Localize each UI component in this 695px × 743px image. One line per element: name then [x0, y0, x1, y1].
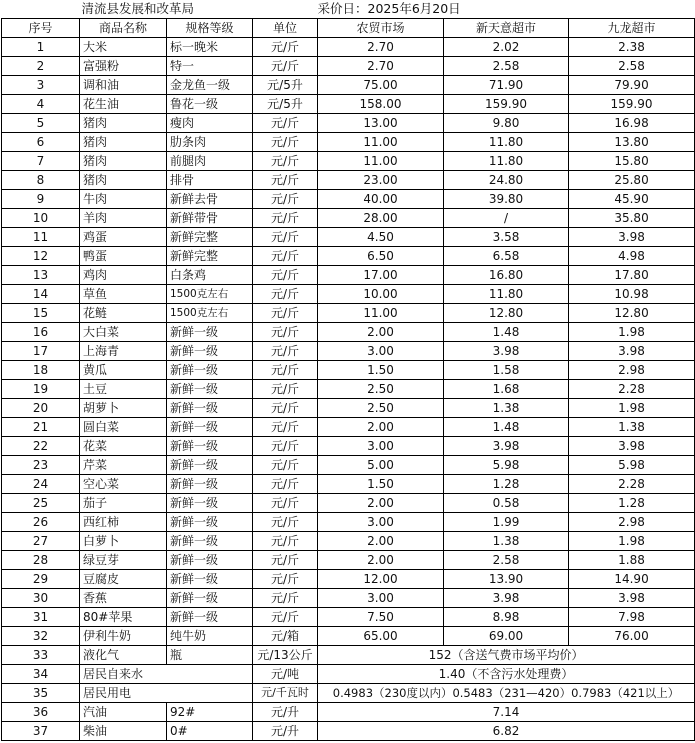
- table-row: [2, 171, 695, 190]
- row-unit: 元/斤: [253, 171, 318, 190]
- row-price-jiulong: 159.90: [569, 95, 695, 114]
- row-price-xintianyi: /: [444, 209, 569, 228]
- row-name: 鸭蛋: [80, 247, 167, 266]
- row-no: 17: [2, 342, 80, 361]
- row-unit: 元/升: [253, 703, 318, 722]
- row-merged-value: 7.14: [318, 703, 695, 722]
- col-header-name: 商品名称: [80, 19, 167, 38]
- row-no: 26: [2, 513, 80, 532]
- row-unit: 元/斤: [253, 304, 318, 323]
- row-unit: 元/斤: [253, 513, 318, 532]
- table-row: [2, 342, 695, 361]
- row-name: 猪肉: [80, 152, 167, 171]
- table-row: [2, 608, 695, 627]
- row-price-jiulong: 45.90: [569, 190, 695, 209]
- table-row: [2, 361, 695, 380]
- row-price-xintianyi: 69.00: [444, 627, 569, 646]
- row-price-xintianyi: 1.68: [444, 380, 569, 399]
- table-row: [2, 475, 695, 494]
- row-name: 鸡肉: [80, 266, 167, 285]
- table-row: [2, 209, 695, 228]
- row-price-market: 12.00: [318, 570, 444, 589]
- row-price-jiulong: 35.80: [569, 209, 695, 228]
- row-price-jiulong: 3.98: [569, 342, 695, 361]
- row-no: 4: [2, 95, 80, 114]
- table-row: [2, 266, 695, 285]
- table-row: [2, 228, 695, 247]
- row-unit: 元/斤: [253, 323, 318, 342]
- row-no: 12: [2, 247, 80, 266]
- row-spec: 新鲜一级: [167, 361, 253, 380]
- row-name: 茄子: [80, 494, 167, 513]
- row-price-xintianyi: 1.38: [444, 532, 569, 551]
- row-price-jiulong: 1.38: [569, 418, 695, 437]
- row-price-market: 6.50: [318, 247, 444, 266]
- row-price-jiulong: 7.98: [569, 608, 695, 627]
- row-spec: 瘦肉: [167, 114, 253, 133]
- survey-date: 采价日：2025年6月20日: [317, 1, 461, 16]
- row-name: 花鲢: [80, 304, 167, 323]
- row-no: 19: [2, 380, 80, 399]
- table-row: [2, 627, 695, 646]
- row-price-jiulong: 1.98: [569, 532, 695, 551]
- row-no: 10: [2, 209, 80, 228]
- row-unit: 元/斤: [253, 456, 318, 475]
- row-no: 1: [2, 38, 80, 57]
- row-name: 草鱼: [80, 285, 167, 304]
- row-price-jiulong: 14.90: [569, 570, 695, 589]
- row-price-market: 10.00: [318, 285, 444, 304]
- row-name: 白萝卜: [80, 532, 167, 551]
- table-row: [2, 513, 695, 532]
- row-no: 28: [2, 551, 80, 570]
- row-price-jiulong: 10.98: [569, 285, 695, 304]
- row-no: 7: [2, 152, 80, 171]
- row-price-xintianyi: 2.58: [444, 57, 569, 76]
- row-spec: 新鲜完整: [167, 228, 253, 247]
- row-name: 80#苹果: [80, 608, 167, 627]
- row-price-jiulong: 13.80: [569, 133, 695, 152]
- row-spec: 新鲜一级: [167, 608, 253, 627]
- row-unit: 元/斤: [253, 247, 318, 266]
- row-unit: 元/斤: [253, 532, 318, 551]
- row-name: 绿豆芽: [80, 551, 167, 570]
- table-row: [2, 418, 695, 437]
- row-no: 29: [2, 570, 80, 589]
- row-spec: 新鲜一级: [167, 475, 253, 494]
- row-unit: 元/斤: [253, 399, 318, 418]
- row-name: 大白菜: [80, 323, 167, 342]
- row-unit: 元/斤: [253, 494, 318, 513]
- row-merged-value: 152（含送气费市场平均价）: [318, 646, 695, 665]
- row-spec: 纯牛奶: [167, 627, 253, 646]
- row-unit: 元/5升: [253, 95, 318, 114]
- row-price-xintianyi: 1.28: [444, 475, 569, 494]
- row-unit: 元/升: [253, 722, 318, 741]
- row-unit: 元/斤: [253, 266, 318, 285]
- row-price-market: 2.50: [318, 380, 444, 399]
- table-row: [2, 399, 695, 418]
- row-spec: 新鲜一级: [167, 342, 253, 361]
- table-row-water: [2, 665, 695, 684]
- row-name: 空心菜: [80, 475, 167, 494]
- row-spec: 新鲜一级: [167, 323, 253, 342]
- table-row: [2, 76, 695, 95]
- table-row: [2, 532, 695, 551]
- table-row: [2, 380, 695, 399]
- row-spec: 新鲜一级: [167, 570, 253, 589]
- row-merged-value: 6.82: [318, 722, 695, 741]
- row-price-xintianyi: 6.58: [444, 247, 569, 266]
- row-price-jiulong: 3.98: [569, 228, 695, 247]
- row-price-jiulong: 79.90: [569, 76, 695, 95]
- row-price-jiulong: 1.98: [569, 399, 695, 418]
- row-unit: 元/斤: [253, 589, 318, 608]
- row-name: 豆腐皮: [80, 570, 167, 589]
- row-price-xintianyi: 1.58: [444, 361, 569, 380]
- row-price-market: 13.00: [318, 114, 444, 133]
- row-name: 上海青: [80, 342, 167, 361]
- row-price-market: 2.70: [318, 57, 444, 76]
- row-spec: 新鲜一级: [167, 589, 253, 608]
- row-spec: 特一: [167, 57, 253, 76]
- row-price-jiulong: 1.88: [569, 551, 695, 570]
- row-spec: 鲁花一级: [167, 95, 253, 114]
- row-price-market: 11.00: [318, 133, 444, 152]
- row-no: 33: [2, 646, 80, 665]
- row-name: 牛肉: [80, 190, 167, 209]
- row-unit: 元/斤: [253, 551, 318, 570]
- row-unit: 元/斤: [253, 608, 318, 627]
- table-row: [2, 114, 695, 133]
- row-price-market: 65.00: [318, 627, 444, 646]
- row-price-xintianyi: 159.90: [444, 95, 569, 114]
- row-name: 居民自来水: [80, 665, 253, 684]
- row-unit: 元/5升: [253, 76, 318, 95]
- row-no: 6: [2, 133, 80, 152]
- table-row-diesel: [2, 722, 695, 741]
- table-row: [2, 57, 695, 76]
- row-price-market: 7.50: [318, 608, 444, 627]
- row-price-jiulong: 1.98: [569, 323, 695, 342]
- row-unit: 元/吨: [253, 665, 318, 684]
- row-price-jiulong: 2.98: [569, 361, 695, 380]
- row-name: 居民用电: [80, 684, 253, 703]
- row-unit: 元/斤: [253, 228, 318, 247]
- row-price-jiulong: 15.80: [569, 152, 695, 171]
- table-row: [2, 95, 695, 114]
- row-unit: 元/斤: [253, 209, 318, 228]
- row-unit: 元/斤: [253, 190, 318, 209]
- row-name: 调和油: [80, 76, 167, 95]
- table-row: [2, 247, 695, 266]
- row-no: 2: [2, 57, 80, 76]
- row-spec: 前腿肉: [167, 152, 253, 171]
- row-price-market: 3.00: [318, 342, 444, 361]
- row-price-market: 3.00: [318, 437, 444, 456]
- row-no: 22: [2, 437, 80, 456]
- row-price-jiulong: 2.58: [569, 57, 695, 76]
- row-spec: 新鲜一级: [167, 513, 253, 532]
- row-price-market: 75.00: [318, 76, 444, 95]
- row-name: 伊利牛奶: [80, 627, 167, 646]
- row-spec: 新鲜完整: [167, 247, 253, 266]
- row-no: 24: [2, 475, 80, 494]
- row-price-xintianyi: 11.80: [444, 133, 569, 152]
- row-price-jiulong: 76.00: [569, 627, 695, 646]
- col-header-jiulong: 九龙超市: [569, 19, 695, 38]
- row-price-xintianyi: 2.02: [444, 38, 569, 57]
- row-price-jiulong: 1.28: [569, 494, 695, 513]
- row-name: 西红柿: [80, 513, 167, 532]
- row-spec: 0#: [167, 722, 253, 741]
- row-unit: 元/斤: [253, 418, 318, 437]
- table-row: [2, 323, 695, 342]
- row-price-xintianyi: 5.98: [444, 456, 569, 475]
- row-name: 黄瓜: [80, 361, 167, 380]
- row-no: 8: [2, 171, 80, 190]
- row-price-market: 28.00: [318, 209, 444, 228]
- row-price-xintianyi: 24.80: [444, 171, 569, 190]
- row-spec: 新鲜一级: [167, 494, 253, 513]
- row-merged-value: 1.40（不含污水处理费）: [318, 665, 695, 684]
- row-price-jiulong: 2.28: [569, 475, 695, 494]
- row-name: 土豆: [80, 380, 167, 399]
- row-no: 32: [2, 627, 80, 646]
- row-no: 13: [2, 266, 80, 285]
- table-row: [2, 304, 695, 323]
- row-price-market: 1.50: [318, 475, 444, 494]
- col-header-market: 农贸市场: [318, 19, 444, 38]
- row-price-jiulong: 2.28: [569, 380, 695, 399]
- row-spec: 肋条肉: [167, 133, 253, 152]
- row-price-xintianyi: 13.90: [444, 570, 569, 589]
- row-no: 27: [2, 532, 80, 551]
- row-price-market: 2.50: [318, 399, 444, 418]
- row-name: 猪肉: [80, 133, 167, 152]
- row-name: 花菜: [80, 437, 167, 456]
- row-unit: 元/13公斤: [253, 646, 318, 665]
- row-no: 20: [2, 399, 80, 418]
- row-merged-value: 0.4983（230度以内）0.5483（231—420）0.7983（421以上）: [318, 684, 695, 703]
- row-name: 鸡蛋: [80, 228, 167, 247]
- row-spec: 新鲜一级: [167, 532, 253, 551]
- title-row: [2, 0, 695, 19]
- row-no: 21: [2, 418, 80, 437]
- row-price-xintianyi: 8.98: [444, 608, 569, 627]
- row-no: 11: [2, 228, 80, 247]
- row-price-market: 40.00: [318, 190, 444, 209]
- row-price-xintianyi: 1.48: [444, 323, 569, 342]
- row-price-market: 158.00: [318, 95, 444, 114]
- row-no: 5: [2, 114, 80, 133]
- table-row: [2, 589, 695, 608]
- row-spec: 白条鸡: [167, 266, 253, 285]
- row-spec: 新鲜一级: [167, 399, 253, 418]
- row-no: 9: [2, 190, 80, 209]
- row-no: 23: [2, 456, 80, 475]
- row-spec: 瓶: [167, 646, 253, 665]
- table-row: [2, 152, 695, 171]
- row-no: 25: [2, 494, 80, 513]
- row-price-xintianyi: 3.98: [444, 589, 569, 608]
- row-no: 36: [2, 703, 80, 722]
- row-price-jiulong: 2.38: [569, 38, 695, 57]
- row-unit: 元/斤: [253, 38, 318, 57]
- table-row-lpg: [2, 646, 695, 665]
- row-unit: 元/斤: [253, 114, 318, 133]
- row-name: 猪肉: [80, 171, 167, 190]
- row-name: 芹菜: [80, 456, 167, 475]
- row-price-market: 11.00: [318, 152, 444, 171]
- row-name: 柴油: [80, 722, 167, 741]
- table-row: [2, 190, 695, 209]
- row-spec: 92#: [167, 703, 253, 722]
- row-price-xintianyi: 71.90: [444, 76, 569, 95]
- row-price-market: 2.00: [318, 551, 444, 570]
- row-spec: 新鲜一级: [167, 418, 253, 437]
- row-price-jiulong: 17.80: [569, 266, 695, 285]
- row-price-jiulong: 3.98: [569, 437, 695, 456]
- row-name: 液化气: [80, 646, 167, 665]
- table-row: [2, 456, 695, 475]
- row-spec: 新鲜一级: [167, 456, 253, 475]
- row-price-jiulong: 2.98: [569, 513, 695, 532]
- row-price-market: 23.00: [318, 171, 444, 190]
- row-price-jiulong: 25.80: [569, 171, 695, 190]
- row-no: 3: [2, 76, 80, 95]
- row-unit: 元/斤: [253, 361, 318, 380]
- row-name: 羊肉: [80, 209, 167, 228]
- header-row: [2, 19, 695, 38]
- row-price-jiulong: 16.98: [569, 114, 695, 133]
- row-spec: 排骨: [167, 171, 253, 190]
- row-price-xintianyi: 3.58: [444, 228, 569, 247]
- row-price-market: 11.00: [318, 304, 444, 323]
- row-price-jiulong: 5.98: [569, 456, 695, 475]
- row-spec: 新鲜去骨: [167, 190, 253, 209]
- agency-title: 清流县发展和改革局: [81, 1, 195, 16]
- row-name: 花生油: [80, 95, 167, 114]
- row-spec: 新鲜一级: [167, 380, 253, 399]
- row-unit: 元/箱: [253, 627, 318, 646]
- row-price-market: 2.70: [318, 38, 444, 57]
- price-table: [1, 0, 695, 741]
- table-row: [2, 494, 695, 513]
- row-unit: 元/斤: [253, 380, 318, 399]
- row-price-xintianyi: 11.80: [444, 285, 569, 304]
- row-no: 15: [2, 304, 80, 323]
- row-unit: 元/斤: [253, 342, 318, 361]
- row-name: 圆白菜: [80, 418, 167, 437]
- col-header-xintianyi: 新天意超市: [444, 19, 569, 38]
- row-price-xintianyi: 11.80: [444, 152, 569, 171]
- row-unit: 元/斤: [253, 57, 318, 76]
- row-unit: 元/斤: [253, 133, 318, 152]
- row-name: 猪肉: [80, 114, 167, 133]
- row-spec: 1500克左右: [167, 285, 253, 304]
- row-unit: 元/斤: [253, 152, 318, 171]
- row-price-xintianyi: 16.80: [444, 266, 569, 285]
- row-price-jiulong: 3.98: [569, 589, 695, 608]
- row-unit: 元/斤: [253, 285, 318, 304]
- row-price-xintianyi: 2.58: [444, 551, 569, 570]
- row-no: 16: [2, 323, 80, 342]
- row-price-market: 2.00: [318, 494, 444, 513]
- row-no: 34: [2, 665, 80, 684]
- row-name: 香蕉: [80, 589, 167, 608]
- row-no: 30: [2, 589, 80, 608]
- row-price-jiulong: 4.98: [569, 247, 695, 266]
- table-row: [2, 551, 695, 570]
- row-no: 18: [2, 361, 80, 380]
- row-name: 大米: [80, 38, 167, 57]
- row-price-xintianyi: 1.99: [444, 513, 569, 532]
- table-row: [2, 38, 695, 57]
- row-price-market: 17.00: [318, 266, 444, 285]
- row-spec: 新鲜一级: [167, 437, 253, 456]
- row-spec: 金龙鱼一级: [167, 76, 253, 95]
- row-price-xintianyi: 0.58: [444, 494, 569, 513]
- row-no: 14: [2, 285, 80, 304]
- row-price-market: 2.00: [318, 323, 444, 342]
- table-row-electricity: [2, 684, 695, 703]
- col-header-no: 序号: [2, 19, 80, 38]
- row-no: 37: [2, 722, 80, 741]
- row-name: 汽油: [80, 703, 167, 722]
- col-header-unit: 单位: [253, 19, 318, 38]
- row-price-xintianyi: 3.98: [444, 437, 569, 456]
- row-spec: 标一晚米: [167, 38, 253, 57]
- col-header-spec: 规格等级: [167, 19, 253, 38]
- row-price-xintianyi: 3.98: [444, 342, 569, 361]
- row-price-xintianyi: 1.38: [444, 399, 569, 418]
- row-price-market: 3.00: [318, 513, 444, 532]
- row-price-xintianyi: 39.80: [444, 190, 569, 209]
- row-unit: 元/斤: [253, 437, 318, 456]
- table-row: [2, 133, 695, 152]
- row-name: 富强粉: [80, 57, 167, 76]
- row-spec: 新鲜一级: [167, 551, 253, 570]
- row-price-xintianyi: 12.80: [444, 304, 569, 323]
- row-price-market: 1.50: [318, 361, 444, 380]
- row-price-xintianyi: 1.48: [444, 418, 569, 437]
- table-row: [2, 570, 695, 589]
- row-unit: 元/千瓦时: [253, 684, 318, 703]
- row-unit: 元/斤: [253, 570, 318, 589]
- row-spec: 新鲜带骨: [167, 209, 253, 228]
- table-row: [2, 437, 695, 456]
- row-name: 胡萝卜: [80, 399, 167, 418]
- row-price-market: 5.00: [318, 456, 444, 475]
- row-unit: 元/斤: [253, 475, 318, 494]
- row-price-market: 4.50: [318, 228, 444, 247]
- row-spec: 1500克左右: [167, 304, 253, 323]
- row-price-market: 2.00: [318, 532, 444, 551]
- row-no: 31: [2, 608, 80, 627]
- row-price-xintianyi: 9.80: [444, 114, 569, 133]
- row-no: 35: [2, 684, 80, 703]
- table-row: [2, 285, 695, 304]
- row-price-jiulong: 12.80: [569, 304, 695, 323]
- table-row-gasoline: [2, 703, 695, 722]
- row-price-market: 2.00: [318, 418, 444, 437]
- row-price-market: 3.00: [318, 589, 444, 608]
